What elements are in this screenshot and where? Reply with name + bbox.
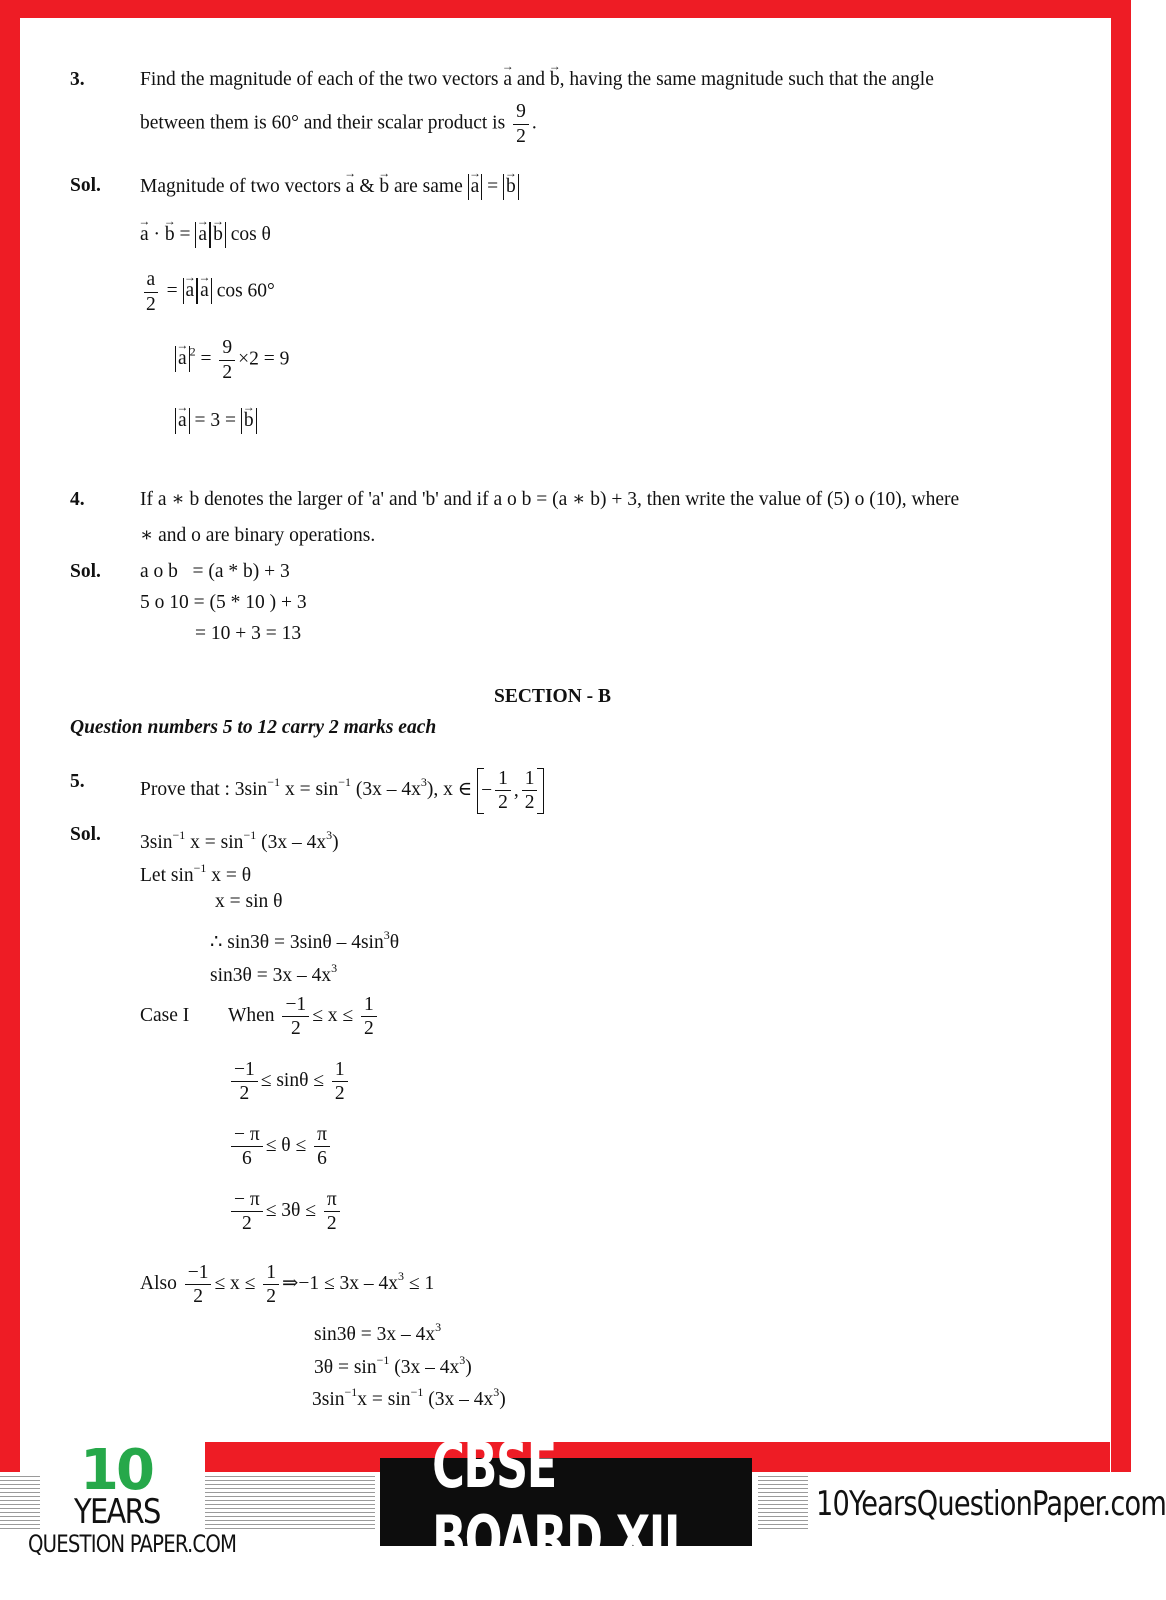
solution-line: $\frac{- \pi}{2}$ ≤ 3θ ≤ $\frac{\pi}{2}$	[228, 1187, 343, 1235]
solution-line: → a · → b = → a→ b cos θ	[140, 222, 271, 248]
question-text: If a ∗ b denotes the larger of 'a' and 'b' and if a o b = (a ∗ b) + 3, then write the value of (5) o (10), where	[140, 489, 960, 510]
section-title: SECTION - B	[494, 686, 612, 707]
question-number: 5.	[70, 771, 85, 792]
solution-line: $\frac{a}{2}$ = → a→ a cos 60°	[140, 270, 275, 314]
solution-line: Magnitude of two vectors → a & → b are same → a = → b	[140, 174, 519, 200]
solution-line: $3\sin^{-1}$ $x = \sin^{-1} (3x - 4x^3)$	[140, 828, 339, 853]
solution-line: x = sin θ	[215, 891, 283, 912]
logo-site: QUESTION PAPER.COM	[28, 1530, 237, 1558]
solution-line: = 10 + 3 = 13	[195, 623, 302, 644]
solution-line: → a $^2$ = $\frac{9}{2}$ ×2 = 9	[175, 338, 289, 382]
solution-line: Let $\sin^{-1} x = \theta$	[140, 861, 252, 886]
solution-line: $\sin 3\theta = 3x - 4x^3$	[314, 1320, 442, 1345]
solution-line: a o b = (a * b) + 3	[140, 561, 290, 582]
question-text: Find the magnitude of each of the two vectors → a and → b, having the same magnitude such that the angle	[140, 68, 934, 92]
question-text: between them is 60° and their scalar product is $\frac{9}{2}$ .	[140, 101, 537, 147]
logo-years: YEARS	[74, 1492, 160, 1532]
solution-line: $\sin 3\theta = 3x - 4x^3$	[210, 961, 338, 986]
solution-line: Also $\frac{-1}{2}$ ≤ x ≤ $\frac{1}{2}$ ⇒−1 ≤ $3x - 4x^3 \le 1$	[140, 1261, 435, 1308]
footer-banner	[0, 1429, 1166, 1600]
decorative-stripes	[758, 1476, 808, 1530]
decorative-stripes	[205, 1476, 375, 1530]
question-text: Prove that : $3\sin^{-1}$ $x = \sin^{-1} (3x - 4x^3)$, x ∈ − $\frac{1}{2}$ , $\frac{1}{2}$	[140, 757, 544, 815]
question-text: ∗ and o are binary operations.	[140, 525, 376, 546]
solution-line: 5 o 10 = (5 * 10 ) + 3	[140, 592, 307, 613]
solution-label: Sol.	[70, 824, 101, 845]
solution-line: $3\theta = \sin^{-1} (3x - 4x^3)$	[314, 1353, 472, 1378]
solution-line: $\frac{-1}{2}$ ≤ sinθ ≤ $\frac{1}{2}$	[228, 1057, 351, 1105]
question-number: 4.	[70, 489, 85, 510]
solution-line: $\frac{- \pi}{6}$ ≤ θ ≤ $\frac{\pi}{6}$	[228, 1122, 333, 1170]
solution-label: Sol.	[70, 175, 101, 196]
solution-line: ∴ $\sin 3\theta = 3\sin\theta - 4\sin^3\theta$	[210, 928, 400, 953]
logo-number: 10	[80, 1438, 152, 1503]
case-label: Case I	[140, 1005, 190, 1026]
section-subtitle: Question numbers 5 to 12 carry 2 marks each	[70, 717, 437, 738]
decorative-stripes	[0, 1476, 40, 1530]
question-number: 3.	[70, 69, 85, 90]
solution-line: When $\frac{-1}{2}$ ≤ x ≤ $\frac{1}{2}$	[228, 992, 380, 1040]
board-banner: CBSE BOARD XII	[380, 1458, 752, 1546]
solution-label: Sol.	[70, 561, 101, 582]
solution-line: $3\sin^{-1}x = \sin^{-1} (3x - 4x^3)$	[312, 1385, 506, 1410]
site-url: 10YearsQuestionPaper.com	[816, 1484, 1166, 1524]
solution-line: → a = 3 = → b	[175, 408, 257, 434]
